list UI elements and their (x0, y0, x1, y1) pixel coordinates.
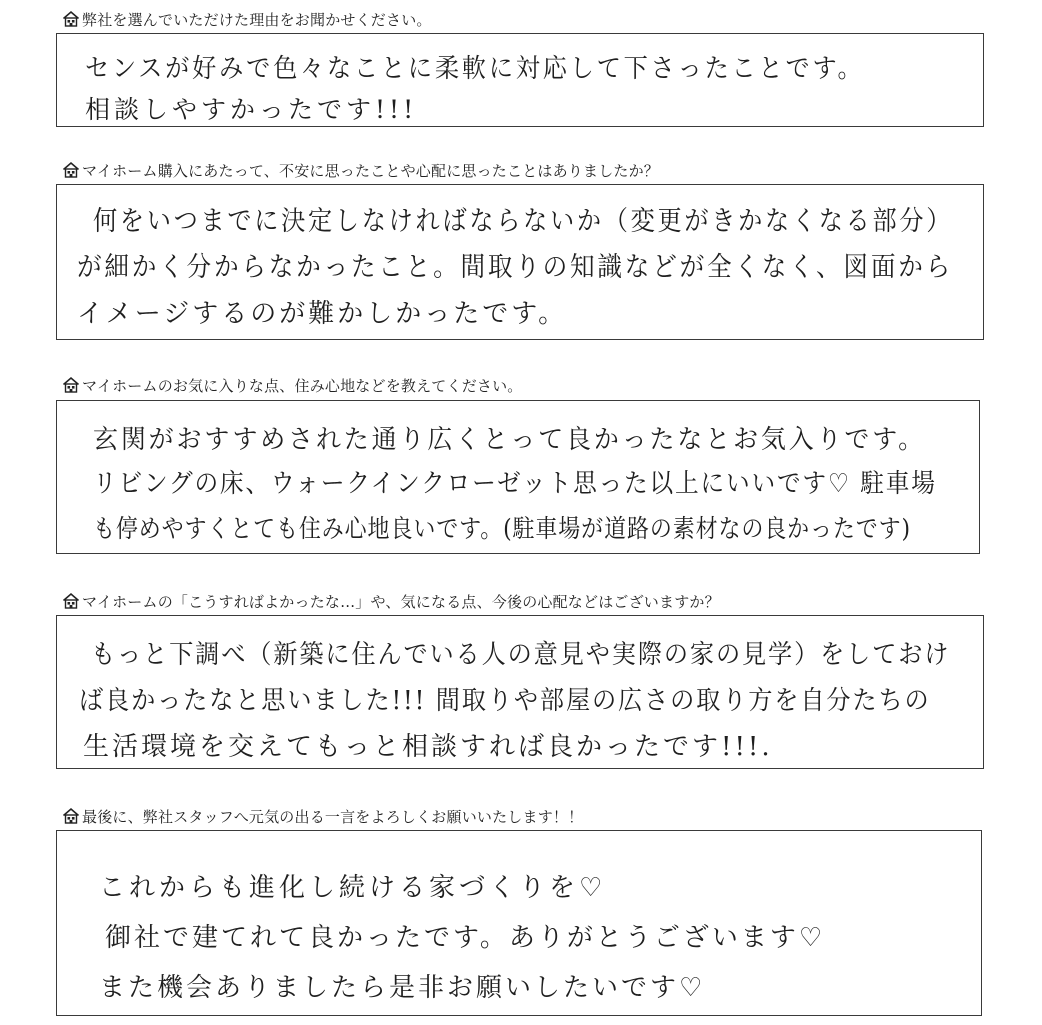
house-icon (62, 807, 80, 825)
question-5 (62, 804, 583, 828)
answer-5-line-2: 御社で建てれて良かったです。ありがとうございます♡ (105, 923, 826, 953)
question-3-text: マイホームのお気に入りな点、住み心地などを教えてください。 (82, 376, 523, 395)
answer-5-line-1: これからも進化し続ける家づくりを♡ (99, 873, 607, 903)
answer-2-line-1: 何をいつまでに決定しなければならないか（変更がきかなくなる部分） (93, 206, 954, 237)
answer-3-line-2: リビングの床、ウォークインクローゼット思った以上にいいです♡ 駐車場 (93, 469, 937, 499)
answer-box-1 (56, 33, 984, 127)
answer-3-line-1: 玄関がおすすめされた通り広くとって良かったなとお気入りです。 (93, 425, 926, 455)
question-1-text: 弊社を選んでいただけた理由をお聞かせください。 (82, 10, 432, 29)
answer-4-line-1: もっと下調べ（新築に住んでいる人の意見や実際の家の見学）をしておけ (91, 640, 951, 670)
house-icon (62, 10, 80, 28)
answer-4-line-2: ば良かったなと思いました!!! 間取りや部屋の広さの取り方を自分たちの (79, 686, 931, 716)
question-1 (62, 7, 432, 31)
answer-box-2 (56, 184, 984, 340)
answer-3-line-3: も停めやすくとても住み心地良いです。(駐車場が道路の素材なの良かったです) (93, 514, 911, 543)
question-3 (62, 373, 523, 397)
house-icon (62, 376, 80, 394)
answer-4-line-3: 生活環境を交えてもっと相談すれば良かったです!!!. (83, 732, 773, 762)
answer-box-5 (56, 830, 982, 1016)
question-4-text: マイホームの「こうすればよかったな…」や、気になる点、今後の心配などはございますか？ (82, 592, 720, 611)
question-4 (62, 589, 720, 613)
answer-2-line-2: が細かく分からなかったこと。間取りの知識などが全くなく、図面から (77, 252, 953, 283)
house-icon (62, 161, 80, 179)
question-5-text: 最後に、弊社スタッフへ元気の出る一言をよろしくお願いいたします！！ (82, 807, 584, 826)
question-2-text: マイホーム購入にあたって、不安に思ったことや心配に思ったことはありましたか？ (82, 161, 660, 180)
house-icon (62, 592, 80, 610)
question-2 (62, 158, 659, 182)
answer-5-line-3: また機会ありましたら是非お願いしたいです♡ (99, 973, 706, 1003)
answer-2-line-3: イメージするのが難かしかったです。 (77, 299, 568, 329)
answer-1-line-1: センスが好みで色々なことに柔軟に対応して下さったことです。 (85, 54, 865, 84)
answer-box-4 (56, 615, 984, 769)
answer-box-3 (56, 400, 980, 554)
answer-1-line-2: 相談しやすかったです!!! (85, 95, 418, 124)
